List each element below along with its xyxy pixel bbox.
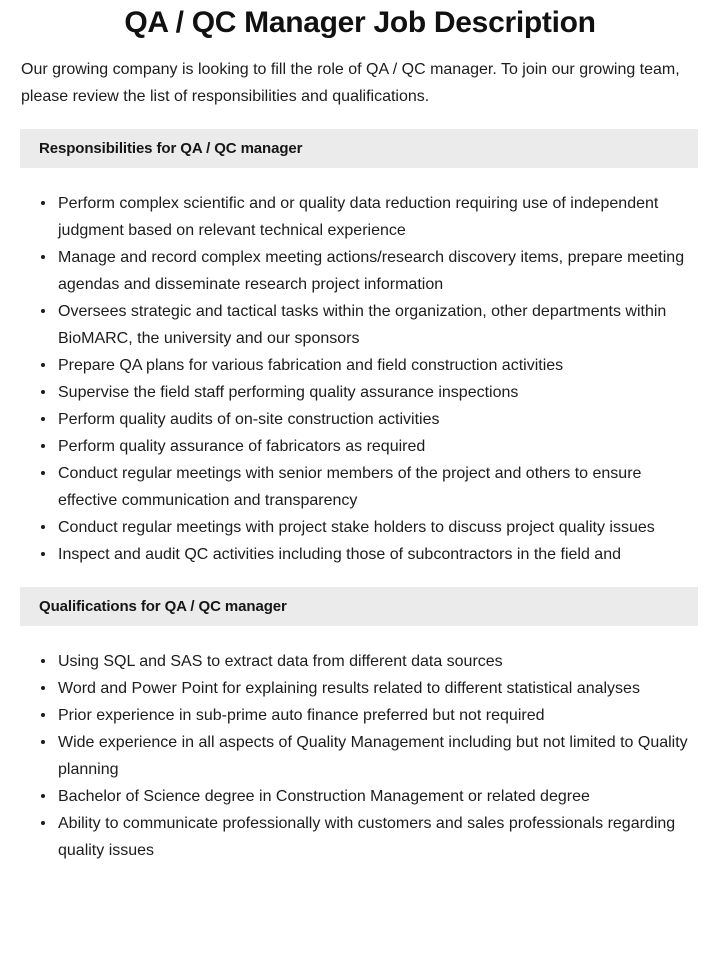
- list-item-text: Using SQL and SAS to extract data from different data sources: [58, 653, 503, 670]
- bullet-icon: [41, 201, 45, 205]
- section-heading-label: Responsibilities for QA / QC manager: [39, 139, 303, 157]
- bullet-icon: [41, 390, 45, 394]
- qualifications-list: [0, 648, 720, 864]
- section-responsibilities: [0, 129, 720, 568]
- list-item: [0, 675, 720, 702]
- list-item-text: Perform complex scientific and or quality data reduction requiring use of independent judgment based on relevant technical experience: [58, 195, 659, 239]
- bullet-icon: [41, 794, 45, 798]
- bullet-icon: [41, 525, 45, 529]
- list-item: [0, 406, 720, 433]
- list-item-text: Wide experience in all aspects of Quality Management including but not limited to Quality planning: [58, 734, 688, 778]
- responsibilities-list: [0, 190, 720, 568]
- list-item-text: Perform quality audits of on-site construction activities: [58, 411, 440, 428]
- list-item-text: Manage and record complex meeting actions/research discovery items, prepare meeting agendas and disseminate research project information: [58, 249, 685, 293]
- list-item: [0, 541, 720, 568]
- section-header-responsibilities: [20, 129, 698, 168]
- bullet-icon: [41, 821, 45, 825]
- list-item-text: Inspect and audit QC activities including those of subcontractors in the field and: [58, 546, 621, 563]
- bullet-icon: [41, 552, 45, 556]
- page-title: QA / QC Manager Job Description: [124, 6, 596, 39]
- list-item-text: Word and Power Point for explaining results related to different statistical analyses: [58, 680, 640, 697]
- list-item-text: Prior experience in sub-prime auto finance preferred but not required: [58, 707, 545, 724]
- list-item-text: Supervise the field staff performing quality assurance inspections: [58, 384, 519, 401]
- list-item: [0, 810, 720, 864]
- list-item: [0, 298, 720, 352]
- bullet-icon: [41, 686, 45, 690]
- section-header-qualifications: [20, 587, 698, 626]
- bullet-icon: [41, 309, 45, 313]
- list-item: [0, 433, 720, 460]
- list-item-text: Conduct regular meetings with senior members of the project and others to ensure effective communication and transparency: [58, 465, 642, 509]
- list-item: [0, 648, 720, 675]
- list-item: [0, 460, 720, 514]
- section-qualifications: [0, 587, 720, 864]
- bullet-icon: [41, 444, 45, 448]
- bullet-icon: [41, 740, 45, 744]
- list-item-text: Bachelor of Science degree in Construction Management or related degree: [58, 788, 590, 805]
- list-item: [0, 244, 720, 298]
- bullet-icon: [41, 471, 45, 475]
- list-item: [0, 783, 720, 810]
- list-item: [0, 702, 720, 729]
- list-item-text: Prepare QA plans for various fabrication and field construction activities: [58, 357, 564, 374]
- bullet-icon: [41, 417, 45, 421]
- intro-paragraph: Our growing company is looking to fill the role of QA / QC manager. To join our growing team, please review the list of responsibilities and qualifications.: [21, 61, 680, 105]
- section-heading-label: Qualifications for QA / QC manager: [39, 597, 287, 615]
- list-item: [0, 190, 720, 244]
- list-item: [0, 352, 720, 379]
- list-item: [0, 729, 720, 783]
- list-item-text: Conduct regular meetings with project stake holders to discuss project quality issues: [58, 519, 655, 536]
- bullet-icon: [41, 659, 45, 663]
- list-item: [0, 514, 720, 541]
- list-item-text: Perform quality assurance of fabricators as required: [58, 438, 426, 455]
- list-item: [0, 379, 720, 406]
- bullet-icon: [41, 255, 45, 259]
- list-item-text: Oversees strategic and tactical tasks within the organization, other departments within BioMARC, the university and our sponsors: [58, 303, 667, 347]
- bullet-icon: [41, 713, 45, 717]
- bullet-icon: [41, 363, 45, 367]
- list-item-text: Ability to communicate professionally with customers and sales professionals regarding quality issues: [58, 815, 676, 859]
